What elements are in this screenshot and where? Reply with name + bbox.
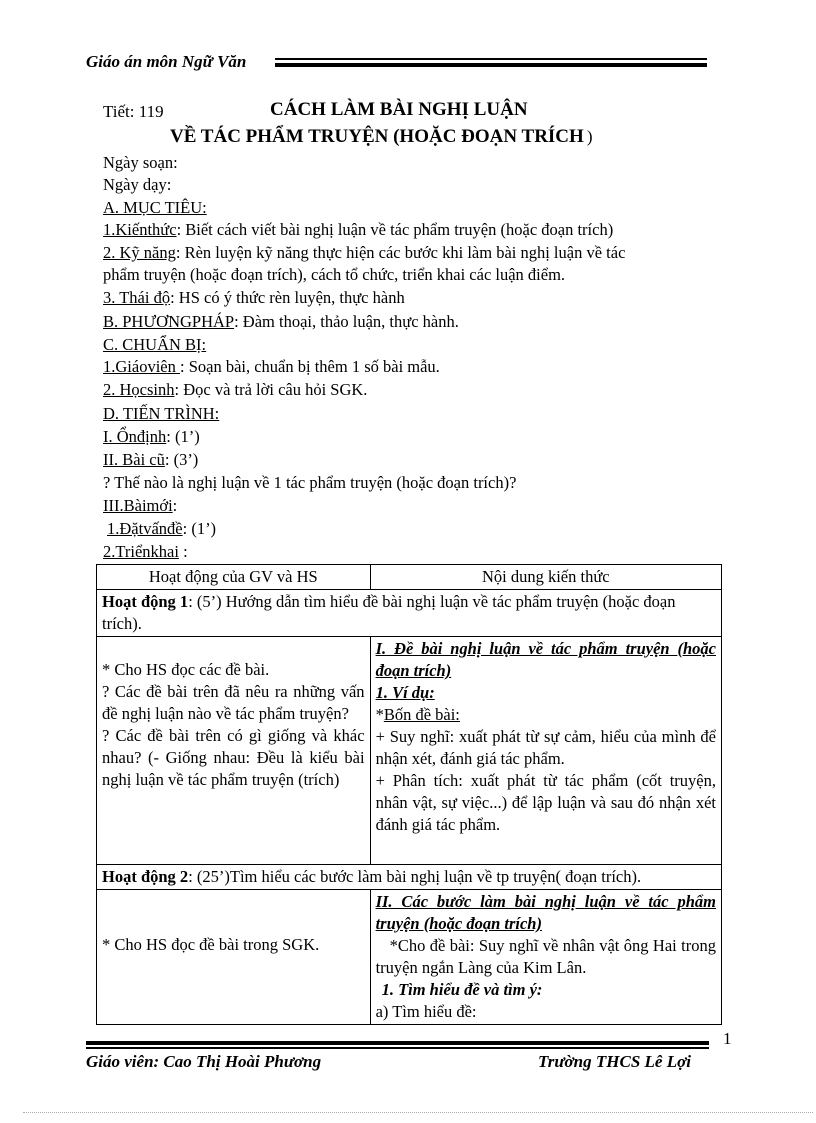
footer-teacher: Giáo viên: Cao Thị Hoài Phương [86,1052,322,1071]
step-1a: a) Tìm hiểu đề: [375,1002,477,1021]
prep-heading: C. CHUẨN BỊ: [103,335,207,354]
table-row [97,637,722,865]
example-heading: 1. Ví dụ: [375,683,435,702]
page-edge-divider [23,1112,813,1113]
objectives-heading: A. MỤC TIÊU: [103,198,207,217]
lesson-title-line2: VỀ TÁC PHẨM TRUYỆN (HOẶC ĐOẠN TRÍCH ) [170,126,593,147]
objective-skill: 2. Kỹ năng: Rèn luyện kỹ năng thực hiện các bước khi làm bài nghị luận về tác [103,243,626,262]
header-subject: Giáo án môn Ngữ Văn [86,52,247,71]
page-number: 1 [723,1029,732,1048]
col-header-content: Nội dung kiến thức [370,565,721,590]
table-header-row [97,565,722,590]
prep-student: 2. Họcsinh: Đọc và trả lời câu hỏi SGK. [103,380,368,399]
activity-1: Hoạt động 1: (5’) Hướng dẫn tìm hiểu đề bài nghị luận về tác phẩm truyện (hoặc đoạn trích). [97,590,722,637]
activity-2-row [97,865,722,890]
process-heading: D. TIẾN TRÌNH: [103,404,220,423]
section-1-heading: I. Đề bài nghị luận về tác phẩm truyện (hoặc đoạn trích) [375,639,716,680]
step-old-lesson: II. Bài cũ: (3’) [103,450,199,469]
section-2-heading: II. Các bước làm bài nghị luận về tác phẩm truyện (hoặc đoạn trích) [375,892,716,933]
four-topics: *Bốn đề bài: [375,705,460,724]
step-new-lesson: III.Bàimới: [103,496,178,515]
table-row [97,890,722,1025]
objective-skill-cont: phẩm truyện (hoặc đoạn trích), cách tổ chức, triển khai các luận điểm. [103,265,566,284]
objective-attitude: 3. Thái độ: HS có ý thức rèn luyện, thực hành [103,288,405,307]
footer-school: Trường THCS Lê Lợi [538,1052,691,1071]
sample-topic: *Cho đề bài: Suy nghĩ về nhân vật ông Hai trong truyện ngắn Làng của Kim Lân. [375,936,716,977]
prep-date: Ngày soạn: [103,153,178,172]
topic-analyze: + Phân tích: xuất phát từ tác phẩm (cốt truyện, nhân vật, sự việc...) để lập luận và sau đó nhận xét đánh giá tác phẩm. [375,771,716,834]
footer-rule [86,1041,709,1049]
lesson-table [96,564,722,1025]
lesson-title-line1: CÁCH LÀM BÀI NGHỊ LUẬN [270,99,528,120]
header-rule [275,58,707,67]
step-introduce: 1.Đặtvấnđề: (1’) [107,519,217,538]
activity-1-row [97,590,722,637]
topic-reflect: + Suy nghĩ: xuất phát từ sự cảm, hiểu của mình để nhận xét, đánh giá tác phẩm. [375,727,716,768]
teach-date: Ngày dạy: [103,175,172,194]
lesson-period: Tiết: 119 [103,102,164,121]
col-header-activity: Hoạt động của GV và HS [97,565,371,590]
method: B. PHƯƠNGPHÁP: Đàm thoại, thảo luận, thực hành. [103,312,459,331]
step-develop: 2.Triểnkhai : [103,542,188,561]
review-question: ? Thế nào là nghị luận về 1 tác phẩm truyện (hoặc đoạn trích)? [103,473,517,492]
activity-2-teacher: * Cho HS đọc đề bài trong SGK. [97,890,371,1025]
objective-knowledge: 1.Kiếnthức: Biết cách viết bài nghị luận về tác phẩm truyện (hoặc đoạn trích) [103,220,614,239]
activity-1-content [370,637,721,865]
step-stabilize: I. Ổnđịnh: (1’) [103,427,200,446]
activity-2: Hoạt động 2: (25’)Tìm hiểu các bước làm bài nghị luận về tp truyện( đoạn trích). [97,865,722,890]
activity-2-content [370,890,721,1025]
prep-teacher: 1.Giáoviên : Soạn bài, chuẩn bị thêm 1 số bài mẫu. [103,357,440,376]
step-1-heading: 1. Tìm hiểu đề và tìm ý: [381,980,543,999]
activity-1-teacher: * Cho HS đọc các đề bài. ? Các đề bài trên đã nêu ra những vấn đề nghị luận nào về tác phẩm truyện? ? Các đề bài trên có gì giống và khác nhau? (- Giống nhau: Đều là kiểu bài nghị luận về tác phẩm truyện (trích) [97,637,371,865]
